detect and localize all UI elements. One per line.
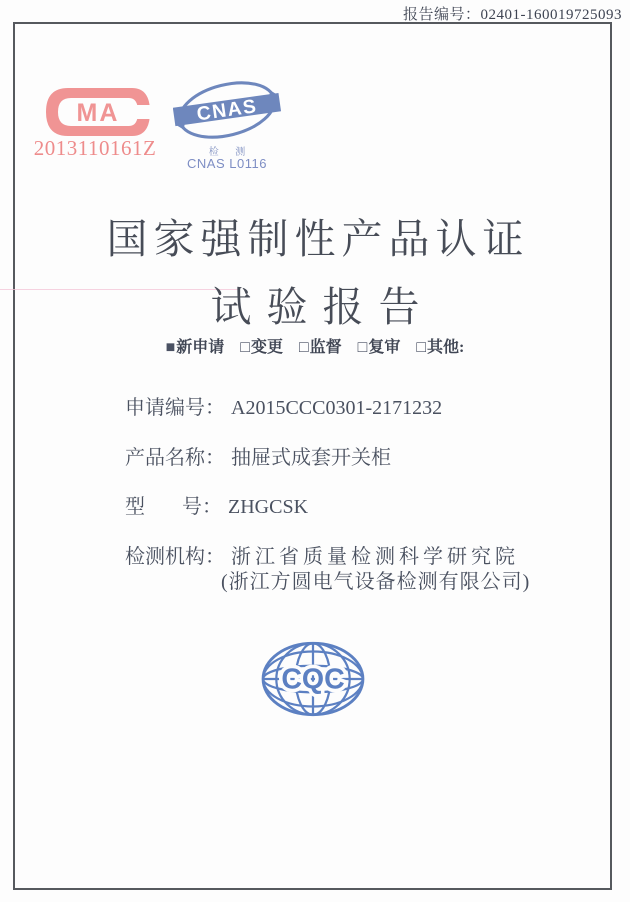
checkbox-label-review: 复审 xyxy=(368,339,401,356)
field-label-model-part2: 号： xyxy=(182,496,222,518)
field-label-test-agency: 检测机构： xyxy=(125,546,225,568)
field-value-test-agency-line1: 浙江省质量检测科学研究院 xyxy=(231,546,519,568)
checkbox-new-application xyxy=(166,339,225,356)
cnas-logo-icon xyxy=(173,78,281,142)
cnas-band-group xyxy=(173,92,281,129)
checkbox-change xyxy=(240,339,283,356)
field-value-model: ZHGCSK xyxy=(228,496,309,518)
report-number-label: 报告编号： xyxy=(402,7,481,23)
field-label-application-number: 申请编号： xyxy=(125,397,225,419)
report-title-line2: 试验报告 xyxy=(210,284,435,330)
cma-logo-icon xyxy=(44,85,156,139)
checkbox-review xyxy=(358,339,401,356)
cma-cert-number: 2013110161Z xyxy=(33,136,157,160)
checkbox-other xyxy=(416,339,464,356)
cnas-logo-text: CNAS xyxy=(195,95,259,126)
cnas-accreditation-code: CNAS L0116 xyxy=(187,156,267,171)
cqc-logo-icon xyxy=(259,639,367,719)
checkbox-label-supervision: 监督 xyxy=(309,339,342,356)
field-label-product-name: 产品名称： xyxy=(125,447,225,469)
report-number-value: 02401-160019725093 xyxy=(480,7,622,23)
field-application-number xyxy=(125,391,442,420)
cma-ring-opening xyxy=(137,105,156,119)
cnas-caption-chinese: 检 测 xyxy=(208,147,253,158)
field-label-model-part1: 型 xyxy=(125,496,145,518)
report-number xyxy=(403,3,622,24)
field-model xyxy=(125,490,308,519)
application-type-row xyxy=(0,334,630,357)
field-value-application-number: A2015CCC0301-2171232 xyxy=(231,397,443,419)
checkbox-label-change: 变更 xyxy=(250,339,283,356)
field-value-test-agency-line2: (浙江方圆电气设备检测有限公司) xyxy=(221,571,531,593)
field-product-name xyxy=(125,441,391,470)
checkbox-label-other: 其他: xyxy=(427,339,465,356)
field-value-product-name: 抽屉式成套开关柜 xyxy=(231,447,391,469)
cma-logo-text: MA xyxy=(76,99,120,127)
checkbox-filled-icon: ■ xyxy=(165,339,176,356)
cqc-logo-text: CQC xyxy=(281,663,345,696)
checkbox-empty-icon: □ xyxy=(357,339,368,356)
report-title-line1: 国家强制性产品认证 xyxy=(106,216,530,262)
checkbox-empty-icon: □ xyxy=(416,339,427,356)
checkbox-empty-icon: □ xyxy=(298,339,309,356)
checkbox-label-new-application: 新申请 xyxy=(176,339,225,356)
checkbox-supervision xyxy=(299,339,342,356)
checkbox-empty-icon: □ xyxy=(240,339,250,356)
